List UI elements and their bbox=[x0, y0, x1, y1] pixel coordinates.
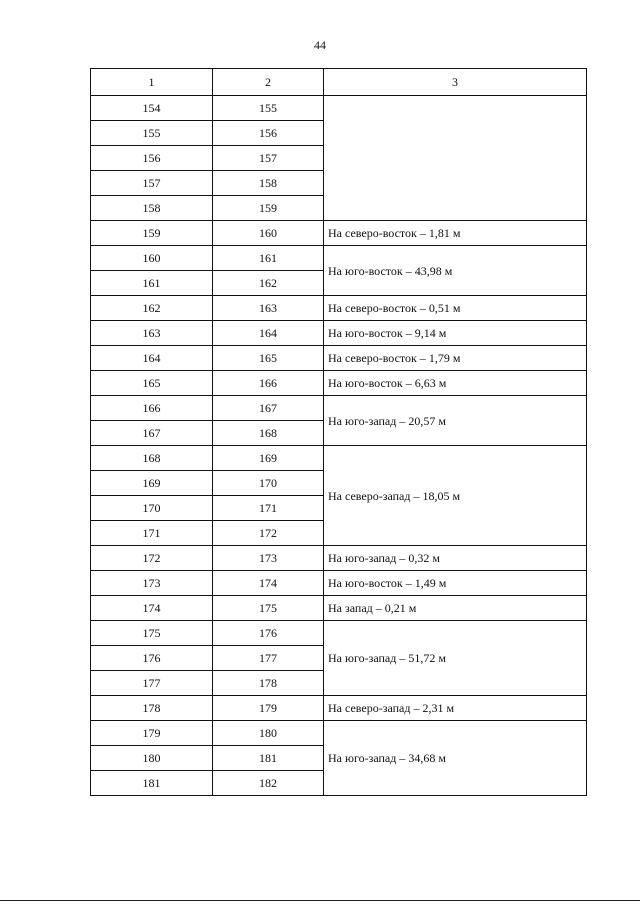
from-point: 167 bbox=[91, 421, 213, 446]
to-point: 176 bbox=[213, 621, 324, 646]
from-point: 169 bbox=[91, 471, 213, 496]
table-row bbox=[91, 621, 587, 646]
from-point: 154 bbox=[91, 96, 213, 121]
table-row bbox=[91, 546, 587, 571]
from-point: 157 bbox=[91, 171, 213, 196]
direction-cell: На юго-запад – 34,68 м bbox=[324, 721, 587, 796]
to-point: 179 bbox=[213, 696, 324, 721]
to-point: 164 bbox=[213, 321, 324, 346]
from-point: 171 bbox=[91, 521, 213, 546]
from-point: 158 bbox=[91, 196, 213, 221]
to-point: 181 bbox=[213, 746, 324, 771]
direction-cell: На северо-запад – 2,31 м bbox=[324, 696, 587, 721]
direction-cell: На юго-запад – 20,57 м bbox=[324, 396, 587, 446]
table-row bbox=[91, 696, 587, 721]
from-point: 176 bbox=[91, 646, 213, 671]
column-header-2: 2 bbox=[213, 69, 324, 96]
from-point: 159 bbox=[91, 221, 213, 246]
direction-cell bbox=[324, 96, 587, 221]
direction-cell: На юго-восток – 43,98 м bbox=[324, 246, 587, 296]
from-point: 156 bbox=[91, 146, 213, 171]
to-point: 160 bbox=[213, 221, 324, 246]
to-point: 165 bbox=[213, 346, 324, 371]
to-point: 157 bbox=[213, 146, 324, 171]
table-row bbox=[91, 571, 587, 596]
to-point: 175 bbox=[213, 596, 324, 621]
table-row bbox=[91, 721, 587, 746]
table-row bbox=[91, 246, 587, 271]
to-point: 174 bbox=[213, 571, 324, 596]
from-point: 166 bbox=[91, 396, 213, 421]
direction-cell: На запад – 0,21 м bbox=[324, 596, 587, 621]
from-point: 160 bbox=[91, 246, 213, 271]
to-point: 170 bbox=[213, 471, 324, 496]
to-point: 167 bbox=[213, 396, 324, 421]
table-row bbox=[91, 296, 587, 321]
scan-edge-line bbox=[0, 900, 640, 901]
to-point: 168 bbox=[213, 421, 324, 446]
from-point: 164 bbox=[91, 346, 213, 371]
from-point: 179 bbox=[91, 721, 213, 746]
from-point: 175 bbox=[91, 621, 213, 646]
direction-cell: На юго-запад – 0,32 м bbox=[324, 546, 587, 571]
page-number: 44 bbox=[314, 38, 326, 52]
to-point: 156 bbox=[213, 121, 324, 146]
direction-cell: На юго-восток – 6,63 м bbox=[324, 371, 587, 396]
table-header-row bbox=[91, 69, 587, 96]
to-point: 155 bbox=[213, 96, 324, 121]
to-point: 163 bbox=[213, 296, 324, 321]
direction-cell: На юго-запад – 51,72 м bbox=[324, 621, 587, 696]
direction-cell: На юго-восток – 9,14 м bbox=[324, 321, 587, 346]
to-point: 159 bbox=[213, 196, 324, 221]
table-row bbox=[91, 596, 587, 621]
to-point: 173 bbox=[213, 546, 324, 571]
to-point: 162 bbox=[213, 271, 324, 296]
table-row bbox=[91, 371, 587, 396]
from-point: 173 bbox=[91, 571, 213, 596]
from-point: 172 bbox=[91, 546, 213, 571]
to-point: 161 bbox=[213, 246, 324, 271]
direction-cell: На северо-восток – 0,51 м bbox=[324, 296, 587, 321]
from-point: 163 bbox=[91, 321, 213, 346]
column-header-1: 1 bbox=[91, 69, 213, 96]
to-point: 169 bbox=[213, 446, 324, 471]
to-point: 166 bbox=[213, 371, 324, 396]
table-row bbox=[91, 321, 587, 346]
from-point: 165 bbox=[91, 371, 213, 396]
to-point: 158 bbox=[213, 171, 324, 196]
from-point: 168 bbox=[91, 446, 213, 471]
from-point: 162 bbox=[91, 296, 213, 321]
from-point: 181 bbox=[91, 771, 213, 796]
from-point: 161 bbox=[91, 271, 213, 296]
boundary-table bbox=[90, 68, 587, 796]
direction-cell: На северо-восток – 1,79 м bbox=[324, 346, 587, 371]
table-row bbox=[91, 221, 587, 246]
column-header-3: 3 bbox=[324, 69, 587, 96]
from-point: 178 bbox=[91, 696, 213, 721]
from-point: 174 bbox=[91, 596, 213, 621]
from-point: 170 bbox=[91, 496, 213, 521]
to-point: 178 bbox=[213, 671, 324, 696]
table-row bbox=[91, 96, 587, 121]
direction-cell: На северо-восток – 1,81 м bbox=[324, 221, 587, 246]
direction-cell: На северо-запад – 18,05 м bbox=[324, 446, 587, 546]
to-point: 180 bbox=[213, 721, 324, 746]
from-point: 177 bbox=[91, 671, 213, 696]
to-point: 172 bbox=[213, 521, 324, 546]
to-point: 171 bbox=[213, 496, 324, 521]
direction-cell: На юго-восток – 1,49 м bbox=[324, 571, 587, 596]
table-row bbox=[91, 396, 587, 421]
table-row bbox=[91, 446, 587, 471]
to-point: 177 bbox=[213, 646, 324, 671]
from-point: 180 bbox=[91, 746, 213, 771]
from-point: 155 bbox=[91, 121, 213, 146]
to-point: 182 bbox=[213, 771, 324, 796]
table-row bbox=[91, 346, 587, 371]
